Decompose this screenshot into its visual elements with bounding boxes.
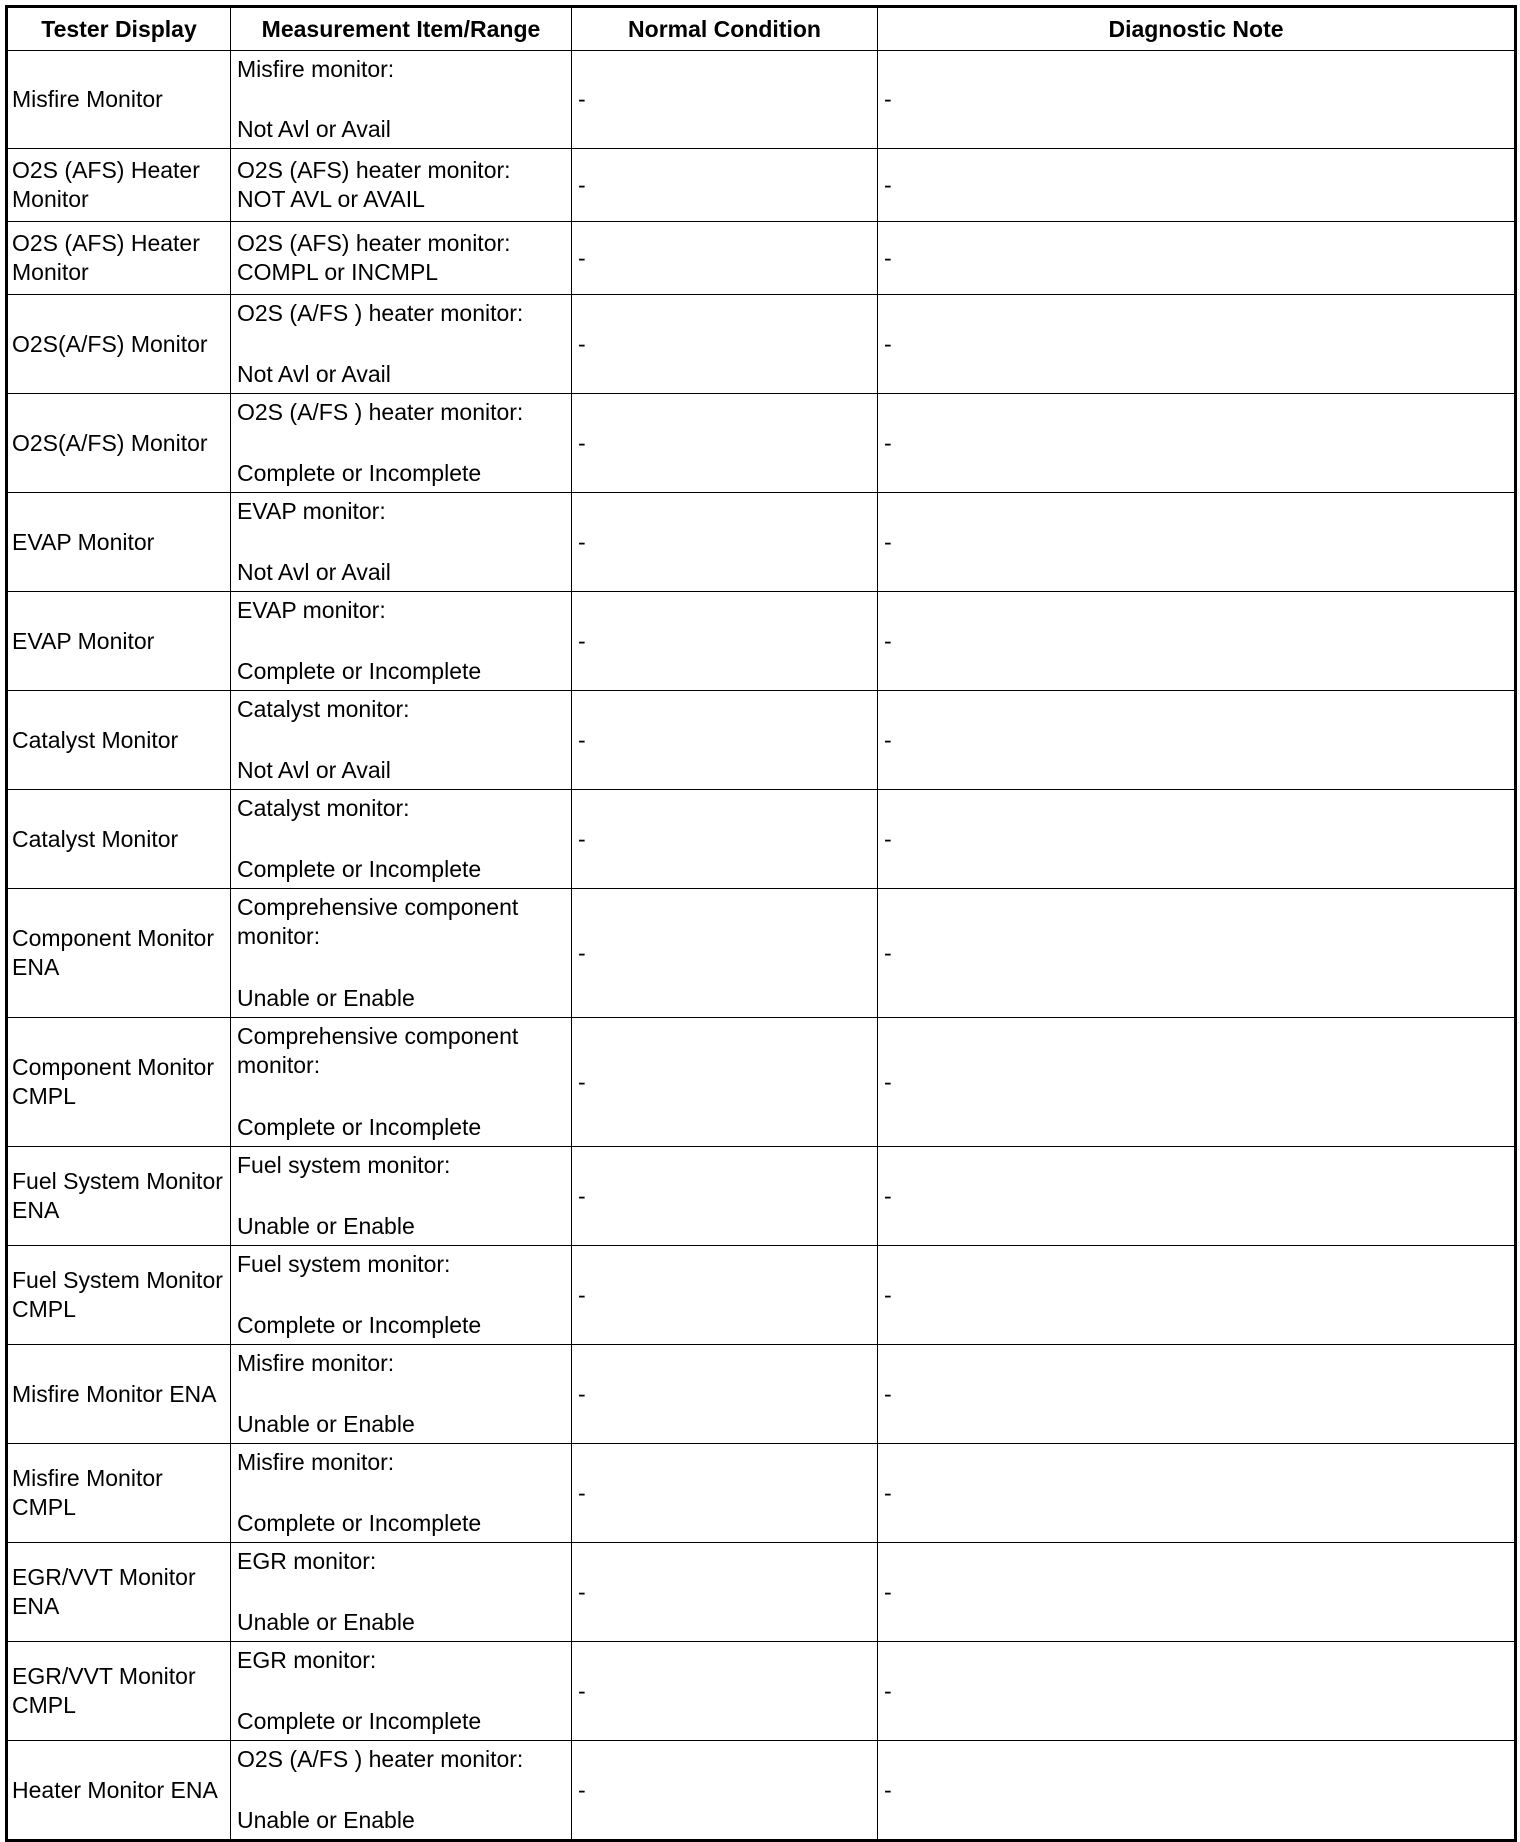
tester-display-cell: Misfire Monitor ENA bbox=[7, 1345, 231, 1444]
measurement-item-content bbox=[237, 1642, 571, 1740]
tester-display-cell: Catalyst Monitor bbox=[7, 691, 231, 790]
measurement-range-label: Complete or Incomplete bbox=[237, 658, 482, 684]
diagnostic-note-cell: - bbox=[878, 149, 1516, 222]
measurement-item-label: O2S (AFS) heater monitor: bbox=[237, 157, 511, 183]
table-row bbox=[7, 592, 1516, 691]
measurement-item-content bbox=[237, 1147, 571, 1245]
tester-display-cell: O2S (AFS) Heater Monitor bbox=[7, 149, 231, 222]
diagnostic-note-cell: - bbox=[878, 592, 1516, 691]
tester-display-cell: Fuel System Monitor ENA bbox=[7, 1147, 231, 1246]
diagnostic-note-cell: - bbox=[878, 790, 1516, 889]
table-row bbox=[7, 1018, 1516, 1147]
measurement-item-label: EGR monitor: bbox=[237, 1548, 377, 1574]
measurement-item-content bbox=[237, 889, 571, 1017]
diagnostic-note-cell: - bbox=[878, 51, 1516, 149]
table-row bbox=[7, 889, 1516, 1018]
tester-display-cell: Fuel System Monitor CMPL bbox=[7, 1246, 231, 1345]
diagnostic-note-cell: - bbox=[878, 1246, 1516, 1345]
normal-condition-cell: - bbox=[572, 691, 878, 790]
measurement-range-label: Complete or Incomplete bbox=[237, 856, 482, 882]
monitor-status-table bbox=[5, 5, 1517, 1842]
table-row bbox=[7, 149, 1516, 222]
diagnostic-note-cell: - bbox=[878, 1147, 1516, 1246]
measurement-item-label: Fuel system monitor: bbox=[237, 1251, 451, 1277]
table-row bbox=[7, 1147, 1516, 1246]
measurement-item-cell bbox=[231, 691, 572, 790]
normal-condition-cell: - bbox=[572, 493, 878, 592]
normal-condition-cell: - bbox=[572, 1018, 878, 1147]
normal-condition-cell: - bbox=[572, 790, 878, 889]
header-normal-condition: Normal Condition bbox=[572, 7, 878, 51]
measurement-item-content bbox=[237, 790, 571, 888]
tester-display-cell: O2S(A/FS) Monitor bbox=[7, 295, 231, 394]
measurement-range-label: Complete or Incomplete bbox=[237, 1708, 482, 1734]
measurement-item-label: O2S (A/FS ) heater monitor: bbox=[237, 1746, 524, 1772]
normal-condition-cell: - bbox=[572, 51, 878, 149]
tester-display-cell: O2S (AFS) Heater Monitor bbox=[7, 222, 231, 295]
measurement-item-cell bbox=[231, 1741, 572, 1841]
normal-condition-cell: - bbox=[572, 295, 878, 394]
table-header-row bbox=[7, 7, 1516, 51]
tester-display-cell: EVAP Monitor bbox=[7, 493, 231, 592]
diagnostic-note-cell: - bbox=[878, 691, 1516, 790]
measurement-item-label: Comprehensive component monitor: bbox=[237, 894, 519, 949]
measurement-item-label: Misfire monitor: bbox=[237, 1449, 395, 1475]
table-row bbox=[7, 1543, 1516, 1642]
measurement-item-label: O2S (A/FS ) heater monitor: bbox=[237, 300, 524, 326]
measurement-item-cell bbox=[231, 1642, 572, 1741]
diagnostic-note-cell: - bbox=[878, 1543, 1516, 1642]
table-row bbox=[7, 295, 1516, 394]
measurement-item-cell bbox=[231, 222, 572, 295]
header-diagnostic-note: Diagnostic Note bbox=[878, 7, 1516, 51]
diagnostic-table-container bbox=[5, 5, 1514, 1842]
measurement-item-label: EVAP monitor: bbox=[237, 498, 386, 524]
measurement-range-label: Not Avl or Avail bbox=[237, 559, 391, 585]
measurement-item-cell bbox=[231, 1345, 572, 1444]
measurement-item-cell bbox=[231, 51, 572, 149]
diagnostic-note-cell: - bbox=[878, 1444, 1516, 1543]
table-row bbox=[7, 222, 1516, 295]
measurement-item-cell bbox=[231, 493, 572, 592]
measurement-item-content bbox=[237, 222, 571, 294]
measurement-item-content bbox=[237, 1018, 571, 1146]
diagnostic-note-cell: - bbox=[878, 889, 1516, 1018]
measurement-item-cell bbox=[231, 592, 572, 691]
measurement-range-label: Unable or Enable bbox=[237, 1213, 415, 1239]
table-row bbox=[7, 1642, 1516, 1741]
normal-condition-cell: - bbox=[572, 1246, 878, 1345]
measurement-item-label: Fuel system monitor: bbox=[237, 1152, 451, 1178]
table-row bbox=[7, 790, 1516, 889]
normal-condition-cell: - bbox=[572, 149, 878, 222]
normal-condition-cell: - bbox=[572, 592, 878, 691]
tester-display-cell: EVAP Monitor bbox=[7, 592, 231, 691]
measurement-range-label: Not Avl or Avail bbox=[237, 361, 391, 387]
measurement-range-label: Unable or Enable bbox=[237, 1411, 415, 1437]
header-tester-display: Tester Display bbox=[7, 7, 231, 51]
measurement-item-cell bbox=[231, 1147, 572, 1246]
diagnostic-note-cell: - bbox=[878, 1345, 1516, 1444]
normal-condition-cell: - bbox=[572, 1741, 878, 1841]
measurement-item-label: Catalyst monitor: bbox=[237, 696, 410, 722]
diagnostic-note-cell: - bbox=[878, 394, 1516, 493]
table-row bbox=[7, 394, 1516, 493]
measurement-item-content bbox=[237, 1741, 571, 1839]
normal-condition-cell: - bbox=[572, 1642, 878, 1741]
table-row bbox=[7, 493, 1516, 592]
table-row bbox=[7, 691, 1516, 790]
measurement-item-content bbox=[237, 51, 571, 148]
tester-display-cell: Misfire Monitor CMPL bbox=[7, 1444, 231, 1543]
measurement-range-label: Not Avl or Avail bbox=[237, 757, 391, 783]
measurement-item-label: EVAP monitor: bbox=[237, 597, 386, 623]
measurement-range-label: Unable or Enable bbox=[237, 1609, 415, 1635]
measurement-item-cell bbox=[231, 889, 572, 1018]
normal-condition-cell: - bbox=[572, 1444, 878, 1543]
measurement-item-cell bbox=[231, 295, 572, 394]
normal-condition-cell: - bbox=[572, 394, 878, 493]
tester-display-cell: O2S(A/FS) Monitor bbox=[7, 394, 231, 493]
measurement-range-label: Not Avl or Avail bbox=[237, 116, 391, 142]
measurement-range-label: Unable or Enable bbox=[237, 1807, 415, 1833]
diagnostic-note-cell: - bbox=[878, 493, 1516, 592]
diagnostic-note-cell: - bbox=[878, 295, 1516, 394]
tester-display-cell: Catalyst Monitor bbox=[7, 790, 231, 889]
measurement-range-label: Complete or Incomplete bbox=[237, 1312, 482, 1338]
measurement-item-cell bbox=[231, 1543, 572, 1642]
measurement-item-cell bbox=[231, 1018, 572, 1147]
header-measurement-item: Measurement Item/Range bbox=[231, 7, 572, 51]
measurement-item-content bbox=[237, 1444, 571, 1542]
table-row bbox=[7, 1345, 1516, 1444]
measurement-item-cell bbox=[231, 1246, 572, 1345]
measurement-item-label: Comprehensive component monitor: bbox=[237, 1023, 519, 1078]
normal-condition-cell: - bbox=[572, 1345, 878, 1444]
tester-display-cell: Heater Monitor ENA bbox=[7, 1741, 231, 1841]
normal-condition-cell: - bbox=[572, 889, 878, 1018]
tester-display-cell: Component Monitor ENA bbox=[7, 889, 231, 1018]
measurement-item-label: Misfire monitor: bbox=[237, 1350, 395, 1376]
tester-display-cell: EGR/VVT Monitor CMPL bbox=[7, 1642, 231, 1741]
table-row bbox=[7, 1444, 1516, 1543]
table-row bbox=[7, 1741, 1516, 1841]
measurement-item-content bbox=[237, 592, 571, 690]
measurement-item-label: O2S (A/FS ) heater monitor: bbox=[237, 399, 524, 425]
table-row bbox=[7, 1246, 1516, 1345]
normal-condition-cell: - bbox=[572, 222, 878, 295]
normal-condition-cell: - bbox=[572, 1147, 878, 1246]
measurement-range-label: Complete or Incomplete bbox=[237, 460, 482, 486]
measurement-range-label: NOT AVL or AVAIL bbox=[237, 186, 425, 212]
diagnostic-note-cell: - bbox=[878, 222, 1516, 295]
measurement-range-label: Unable or Enable bbox=[237, 985, 415, 1011]
measurement-item-content bbox=[237, 149, 571, 221]
measurement-range-label: Complete or Incomplete bbox=[237, 1510, 482, 1536]
diagnostic-note-cell: - bbox=[878, 1741, 1516, 1841]
measurement-item-content bbox=[237, 691, 571, 789]
measurement-item-cell bbox=[231, 790, 572, 889]
measurement-item-cell bbox=[231, 1444, 572, 1543]
measurement-item-cell bbox=[231, 149, 572, 222]
measurement-item-label: EGR monitor: bbox=[237, 1647, 377, 1673]
table-row bbox=[7, 51, 1516, 149]
tester-display-cell: Component Monitor CMPL bbox=[7, 1018, 231, 1147]
tester-display-cell: Misfire Monitor bbox=[7, 51, 231, 149]
measurement-item-content bbox=[237, 295, 571, 393]
measurement-item-label: Catalyst monitor: bbox=[237, 795, 410, 821]
measurement-item-content bbox=[237, 493, 571, 591]
measurement-item-content bbox=[237, 394, 571, 492]
measurement-item-label: Misfire monitor: bbox=[237, 56, 395, 82]
tester-display-cell: EGR/VVT Monitor ENA bbox=[7, 1543, 231, 1642]
measurement-item-content bbox=[237, 1543, 571, 1641]
measurement-range-label: COMPL or INCMPL bbox=[237, 259, 439, 285]
diagnostic-note-cell: - bbox=[878, 1018, 1516, 1147]
measurement-item-content bbox=[237, 1345, 571, 1443]
normal-condition-cell: - bbox=[572, 1543, 878, 1642]
diagnostic-note-cell: - bbox=[878, 1642, 1516, 1741]
measurement-item-content bbox=[237, 1246, 571, 1344]
measurement-item-cell bbox=[231, 394, 572, 493]
measurement-item-label: O2S (AFS) heater monitor: bbox=[237, 230, 511, 256]
measurement-range-label: Complete or Incomplete bbox=[237, 1114, 482, 1140]
